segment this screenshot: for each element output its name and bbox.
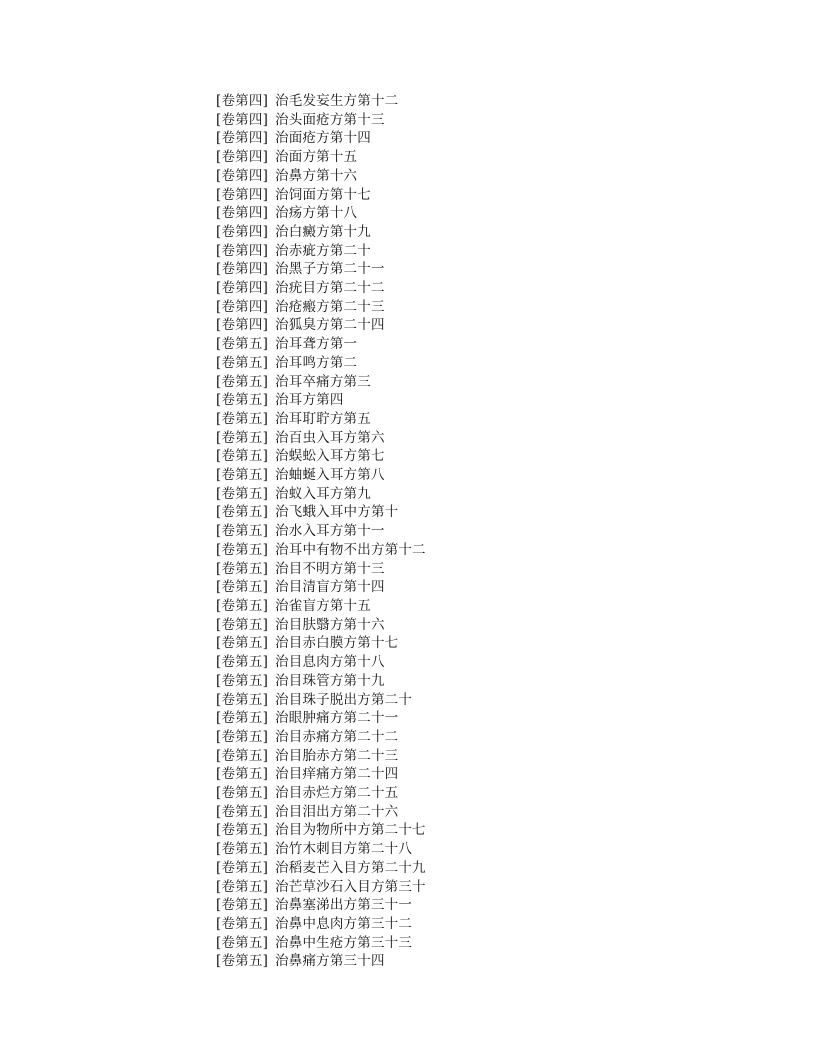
toc-entry-title: 治目珠管方第十九 — [275, 672, 385, 689]
toc-entry-volume: [卷第五] — [216, 672, 269, 689]
toc-entry-title: 治鼻方第十六 — [275, 167, 358, 184]
toc-entry-title: 治面疮方第十四 — [275, 130, 371, 147]
toc-entry-volume: [卷第五] — [216, 635, 269, 652]
toc-entry-volume: [卷第五] — [216, 597, 269, 614]
toc-entry-volume: [卷第五] — [216, 728, 269, 745]
toc-entry — [216, 541, 696, 560]
toc-entry — [216, 92, 696, 111]
toc-entry-volume: [卷第五] — [216, 691, 269, 708]
toc-entry-title: 治鼻中生疮方第三十三 — [275, 934, 413, 951]
toc-entry-title: 治赤疵方第二十 — [275, 242, 371, 259]
toc-entry-volume: [卷第五] — [216, 841, 269, 858]
toc-entry-volume: [卷第五] — [216, 579, 269, 596]
toc-entry-title: 治目珠子脱出方第二十 — [275, 691, 413, 708]
toc-entry-volume: [卷第四] — [216, 111, 269, 128]
toc-entry-volume: [卷第五] — [216, 523, 269, 540]
toc-entry-title: 治毛发妄生方第十二 — [275, 93, 399, 109]
toc-entry — [216, 503, 696, 522]
toc-entry — [216, 634, 696, 653]
toc-entry-title: 治疮瘢方第二十三 — [275, 298, 385, 315]
toc-entry-volume: [卷第五] — [216, 953, 269, 970]
toc-entry — [216, 859, 696, 878]
toc-entry-volume: [卷第四] — [216, 261, 269, 278]
toc-entry — [216, 747, 696, 766]
toc-entry-title: 治耳聋方第一 — [275, 336, 358, 353]
toc-entry-volume: [卷第五] — [216, 654, 269, 671]
toc-entry-volume: [卷第五] — [216, 560, 269, 577]
toc-entry — [216, 242, 696, 261]
toc-entry-volume: [卷第四] — [216, 280, 269, 297]
toc-entry — [216, 709, 696, 728]
toc-entry-title: 治饲面方第十七 — [275, 186, 371, 203]
toc-entry-title: 治耳方第四 — [275, 392, 344, 409]
toc-entry-volume: [卷第五] — [216, 392, 269, 409]
toc-entry-volume: [卷第四] — [216, 186, 269, 203]
toc-entry-title: 治鼻中息肉方第三十二 — [275, 915, 413, 932]
toc-entry-title: 治耳耵聍方第五 — [275, 410, 371, 427]
toc-entry — [216, 840, 696, 859]
toc-entry-title: 治目不明方第十三 — [275, 560, 385, 577]
toc-entry — [216, 896, 696, 915]
toc-entry-title: 治鼻痛方第三十四 — [275, 953, 385, 970]
toc-entry-title: 治耳中有物不出方第十二 — [275, 541, 426, 558]
toc-entry — [216, 111, 696, 130]
toc-entry-volume: [卷第五] — [216, 616, 269, 633]
toc-entry-volume: [卷第五] — [216, 803, 269, 820]
toc-entry-title: 治黑子方第二十一 — [275, 261, 385, 278]
toc-entry — [216, 429, 696, 448]
toc-entry — [216, 354, 696, 373]
toc-entry-volume: [卷第五] — [216, 410, 269, 427]
toc-entry — [216, 672, 696, 691]
toc-entry-volume: [卷第四] — [216, 298, 269, 315]
table-of-contents — [216, 92, 696, 971]
toc-entry — [216, 878, 696, 897]
toc-entry — [216, 560, 696, 579]
toc-entry-volume: [卷第五] — [216, 915, 269, 932]
toc-entry-title: 治目清盲方第十四 — [275, 579, 385, 596]
toc-entry-volume: [卷第五] — [216, 822, 269, 839]
toc-entry — [216, 578, 696, 597]
toc-entry-volume: [卷第五] — [216, 336, 269, 353]
toc-entry — [216, 821, 696, 840]
toc-entry-title: 治芒草沙石入目方第三十 — [275, 878, 426, 895]
toc-entry-title: 治目痒痛方第二十四 — [275, 766, 399, 783]
toc-entry — [216, 316, 696, 335]
toc-entry-title: 治耳鸣方第二 — [275, 354, 358, 371]
toc-entry-volume: [卷第五] — [216, 541, 269, 558]
toc-entry-title: 治疡方第十八 — [275, 205, 358, 222]
toc-entry-volume: [卷第五] — [216, 934, 269, 951]
toc-entry-title: 治鼻塞涕出方第三十一 — [275, 897, 413, 914]
toc-entry-volume: [卷第五] — [216, 485, 269, 502]
toc-entry-title: 治雀盲方第十五 — [275, 597, 371, 614]
toc-entry-title: 治飞蛾入耳中方第十 — [275, 504, 399, 521]
toc-entry-title: 治头面疮方第十三 — [275, 111, 385, 128]
toc-entry — [216, 728, 696, 747]
toc-entry-title: 治目赤痛方第二十二 — [275, 728, 399, 745]
toc-entry-title: 治水入耳方第十一 — [275, 523, 385, 540]
toc-entry-title: 治目肤翳方第十六 — [275, 616, 385, 633]
toc-entry-title: 治目赤烂方第二十五 — [275, 785, 399, 802]
toc-entry-volume: [卷第五] — [216, 766, 269, 783]
toc-entry-volume: [卷第五] — [216, 859, 269, 876]
toc-entry — [216, 691, 696, 710]
toc-entry — [216, 803, 696, 822]
toc-entry-volume: [卷第四] — [216, 205, 269, 222]
toc-entry — [216, 616, 696, 635]
toc-entry — [216, 934, 696, 953]
toc-entry-volume: [卷第五] — [216, 467, 269, 484]
toc-entry-title: 治蚰蜒入耳方第八 — [275, 467, 385, 484]
toc-entry-volume: [卷第五] — [216, 785, 269, 802]
toc-entry-title: 治稻麦芒入目方第二十九 — [275, 859, 426, 876]
toc-entry-volume: [卷第五] — [216, 354, 269, 371]
toc-entry-volume: [卷第四] — [216, 223, 269, 240]
toc-entry-volume: [卷第五] — [216, 504, 269, 521]
toc-entry-volume: [卷第四] — [216, 93, 269, 109]
toc-entry-volume: [卷第四] — [216, 149, 269, 166]
toc-entry-volume: [卷第五] — [216, 448, 269, 465]
toc-entry-title: 治疣目方第二十二 — [275, 280, 385, 297]
toc-entry-volume: [卷第四] — [216, 317, 269, 334]
toc-entry — [216, 260, 696, 279]
toc-entry-volume: [卷第四] — [216, 130, 269, 147]
toc-entry — [216, 391, 696, 410]
toc-entry-title: 治蚁入耳方第九 — [275, 485, 371, 502]
toc-entry — [216, 653, 696, 672]
toc-entry — [216, 298, 696, 317]
toc-entry-title: 治眼肿痛方第二十一 — [275, 710, 399, 727]
toc-entry-volume: [卷第五] — [216, 710, 269, 727]
toc-entry — [216, 522, 696, 541]
toc-entry-title: 治白癜方第十九 — [275, 223, 371, 240]
toc-entry-title: 治耳卒痛方第三 — [275, 373, 371, 390]
toc-entry-title: 治目为物所中方第二十七 — [275, 822, 426, 839]
toc-entry-title: 治百虫入耳方第六 — [275, 429, 385, 446]
toc-entry — [216, 186, 696, 205]
toc-entry-volume: [卷第五] — [216, 429, 269, 446]
toc-entry-volume: [卷第五] — [216, 747, 269, 764]
toc-entry — [216, 447, 696, 466]
toc-entry-title: 治面方第十五 — [275, 149, 358, 166]
toc-entry-title: 治目泪出方第二十六 — [275, 803, 399, 820]
toc-entry — [216, 765, 696, 784]
toc-entry — [216, 167, 696, 186]
toc-entry — [216, 485, 696, 504]
toc-entry — [216, 204, 696, 223]
toc-entry — [216, 279, 696, 298]
toc-entry — [216, 952, 696, 971]
toc-entry-title: 治蜈蚣入耳方第七 — [275, 448, 385, 465]
toc-entry — [216, 915, 696, 934]
toc-entry-volume: [卷第四] — [216, 167, 269, 184]
toc-entry-title: 治目赤白膜方第十七 — [275, 635, 399, 652]
toc-entry-volume: [卷第五] — [216, 878, 269, 895]
toc-entry — [216, 597, 696, 616]
toc-entry-title: 治目胎赤方第二十三 — [275, 747, 399, 764]
toc-entry-volume: [卷第五] — [216, 373, 269, 390]
toc-entry — [216, 410, 696, 429]
toc-entry — [216, 466, 696, 485]
toc-entry-volume: [卷第四] — [216, 242, 269, 259]
toc-entry-title: 治狐臭方第二十四 — [275, 317, 385, 334]
toc-entry — [216, 129, 696, 148]
toc-entry — [216, 148, 696, 167]
toc-entry-title: 治目息肉方第十八 — [275, 654, 385, 671]
toc-entry-title: 治竹木刺目方第二十八 — [275, 841, 413, 858]
toc-entry — [216, 784, 696, 803]
toc-entry-volume: [卷第五] — [216, 897, 269, 914]
toc-entry — [216, 373, 696, 392]
toc-entry — [216, 223, 696, 242]
toc-entry — [216, 335, 696, 354]
